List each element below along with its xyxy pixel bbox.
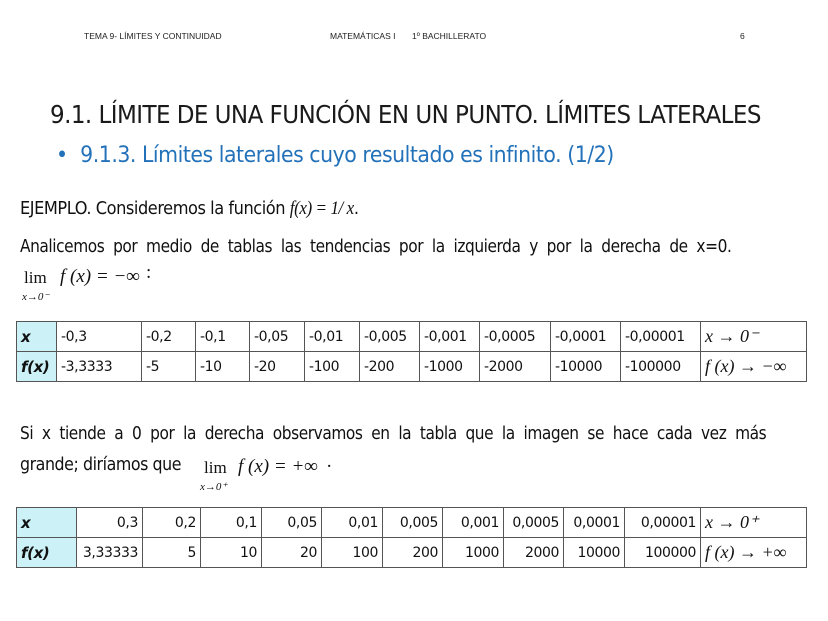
right-text-line1: Si x tiende a 0 por la derecha observamos en la tabla que la imagen se hace cada vez más [20, 423, 767, 444]
table-right-limit [16, 507, 807, 568]
row-label-fx: f(x) [17, 352, 57, 382]
trend-x-text: x → 0⁺ [705, 512, 759, 532]
cell: 2000 [504, 538, 564, 568]
cell: -0,01 [305, 322, 360, 352]
cell: -0,2 [142, 322, 196, 352]
cell: 10 [201, 538, 262, 568]
trend-x [701, 508, 807, 538]
cell: -5 [142, 352, 196, 382]
cell: -0,0005 [480, 322, 551, 352]
section-title: 9.1. LÍMITE DE UNA FUNCIÓN EN UN PUNTO. LÍMITES LATERALES [50, 100, 761, 129]
cell: 5 [143, 538, 201, 568]
cell: 100 [322, 538, 383, 568]
example-lead: EJEMPLO. Consideremos la función [20, 198, 286, 219]
lim-subscript: x→0⁻ [22, 291, 50, 303]
cell: -0,00001 [621, 322, 701, 352]
row-label-fx: f(x) [17, 538, 77, 568]
limit-expression: f (x) = +∞ [238, 456, 318, 477]
cell: -2000 [480, 352, 551, 382]
trend-fx-text: f (x) → +∞ [705, 542, 787, 562]
lim-word: lim [24, 268, 47, 287]
table-left-limit [16, 321, 807, 382]
example-period: . [353, 198, 359, 219]
row-label-x: x [17, 322, 57, 352]
analysis-text: Analicemos por medio de tablas las tendencias por la izquierda y por la derecha de x=0. [20, 236, 732, 257]
cell: -10 [196, 352, 250, 382]
limit-expression: f (x) = −∞ [60, 266, 140, 287]
header-subject: MATEMÁTICAS I [330, 31, 396, 41]
cell: -0,05 [250, 322, 305, 352]
cell: -1000 [420, 352, 480, 382]
cell: 100000 [625, 538, 701, 568]
cell: 200 [383, 538, 443, 568]
trend-fx [701, 352, 807, 382]
header-course: 1º BACHILLERATO [412, 31, 487, 41]
cell: -10000 [551, 352, 621, 382]
cell: 0,001 [443, 508, 504, 538]
cell: -100 [305, 352, 360, 382]
function-formula: f(x) = 1/ x [289, 198, 354, 219]
cell: 0,0001 [564, 508, 625, 538]
cell: -3,3333 [57, 352, 142, 382]
table-row-fx [17, 352, 807, 382]
cell: -0,1 [196, 322, 250, 352]
lim-subscript: x→0⁺ [200, 481, 228, 493]
cell: -20 [250, 352, 305, 382]
cell: 20 [262, 538, 322, 568]
cell: -0,0001 [551, 322, 621, 352]
example-line [20, 198, 359, 220]
trend-fx-text: f (x) → −∞ [705, 356, 787, 376]
cell: 0,05 [262, 508, 322, 538]
cell: 0,2 [143, 508, 201, 538]
limit-dot: · [326, 456, 333, 477]
table-row-x [17, 508, 807, 538]
cell: 0,0005 [504, 508, 564, 538]
cell: 0,005 [383, 508, 443, 538]
cell: -100000 [621, 352, 701, 382]
cell: 3,33333 [77, 538, 143, 568]
cell: -200 [360, 352, 420, 382]
trend-x [701, 322, 807, 352]
table-row-x [17, 322, 807, 352]
cell: 0,3 [77, 508, 143, 538]
cell: 0,01 [322, 508, 383, 538]
trend-x-text: x → 0⁻ [705, 326, 759, 346]
row-label-x: x [17, 508, 77, 538]
cell: -0,005 [360, 322, 420, 352]
cell: 0,1 [201, 508, 262, 538]
page-number: 6 [740, 31, 745, 41]
lim-word: lim [204, 458, 227, 477]
cell: 10000 [564, 538, 625, 568]
trend-fx [701, 538, 807, 568]
table-row-fx [17, 538, 807, 568]
cell: 0,00001 [625, 508, 701, 538]
bullet-icon: • [56, 143, 68, 168]
header-topic: TEMA 9- LÍMITES Y CONTINUIDAD [84, 31, 222, 41]
cell: -0,3 [57, 322, 142, 352]
subsection-text: 9.1.3. Límites laterales cuyo resultado es infinito. (1/2) [80, 143, 614, 168]
right-text-line2: grande; diríamos que [20, 454, 182, 475]
limit-colon: : [146, 262, 152, 283]
cell: 1000 [443, 538, 504, 568]
cell: -0,001 [420, 322, 480, 352]
subsection-title [56, 143, 614, 168]
